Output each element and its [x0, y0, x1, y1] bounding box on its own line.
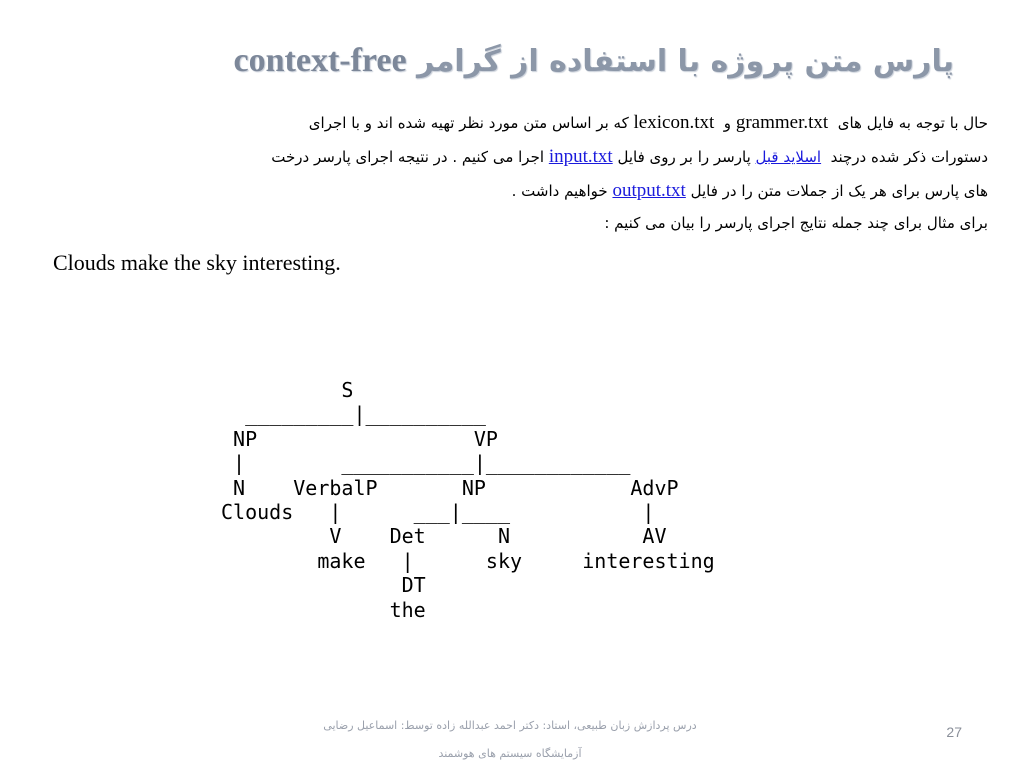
line1-text-a: حال با توجه به فایل های: [837, 114, 988, 132]
line1-text-c: که بر اساس متن مورد نظر تهیه شده اند و با اجرای: [308, 114, 629, 132]
line2-text-c: اجرا می کنیم . در نتیجه اجرای پارسر درخت: [271, 148, 545, 166]
slide-title: [74, 42, 954, 80]
lexicon-file-name: lexicon.txt: [633, 112, 715, 133]
example-sentence: Clouds make the sky interesting.: [53, 250, 341, 275]
line2-text-b: پارسر را بر روی فایل: [617, 148, 751, 166]
footer-lab-name: آزمایشگاه سیستم های هوشمند: [438, 747, 582, 760]
line1-text-b: و: [723, 114, 732, 132]
line3-text-b: خواهیم داشت .: [511, 182, 608, 200]
grammar-file-name: grammer.txt: [735, 112, 829, 133]
footer: [220, 712, 800, 768]
previous-slide-link[interactable]: اسلاید قبل: [755, 148, 822, 166]
line3-text-a: های پارس برای هر یک از جملات متن را در فایل: [690, 182, 988, 200]
input-file-link[interactable]: input.txt: [548, 146, 613, 167]
paragraph-line-4: برای مثال برای چند جمله نتایج اجرای پارسر را بیان می کنیم :: [604, 214, 988, 232]
paragraph-line-3: [50, 180, 988, 202]
paragraph-line-2: [50, 146, 988, 168]
paragraph-line-1: [50, 112, 988, 134]
line2-text-a: دستورات ذکر شده درچند: [830, 148, 988, 166]
title-persian: پارس متن پروژه با استفاده از گرامر: [417, 44, 954, 79]
parse-tree: S _________|__________ NP VP | ___________|____________ N VerbalP NP AdvP Clouds | ___|____ | V Det N AV make | sky interesting DT the: [221, 378, 715, 622]
footer-course-info: درس پردازش زبان طبیعی، استاد: دکتر احمد عبدالله زاده توسط: اسماعیل رضایی: [323, 719, 697, 732]
page-number: 27: [946, 724, 962, 740]
output-file-link[interactable]: output.txt: [612, 180, 686, 201]
title-latin: context-free: [233, 42, 407, 79]
